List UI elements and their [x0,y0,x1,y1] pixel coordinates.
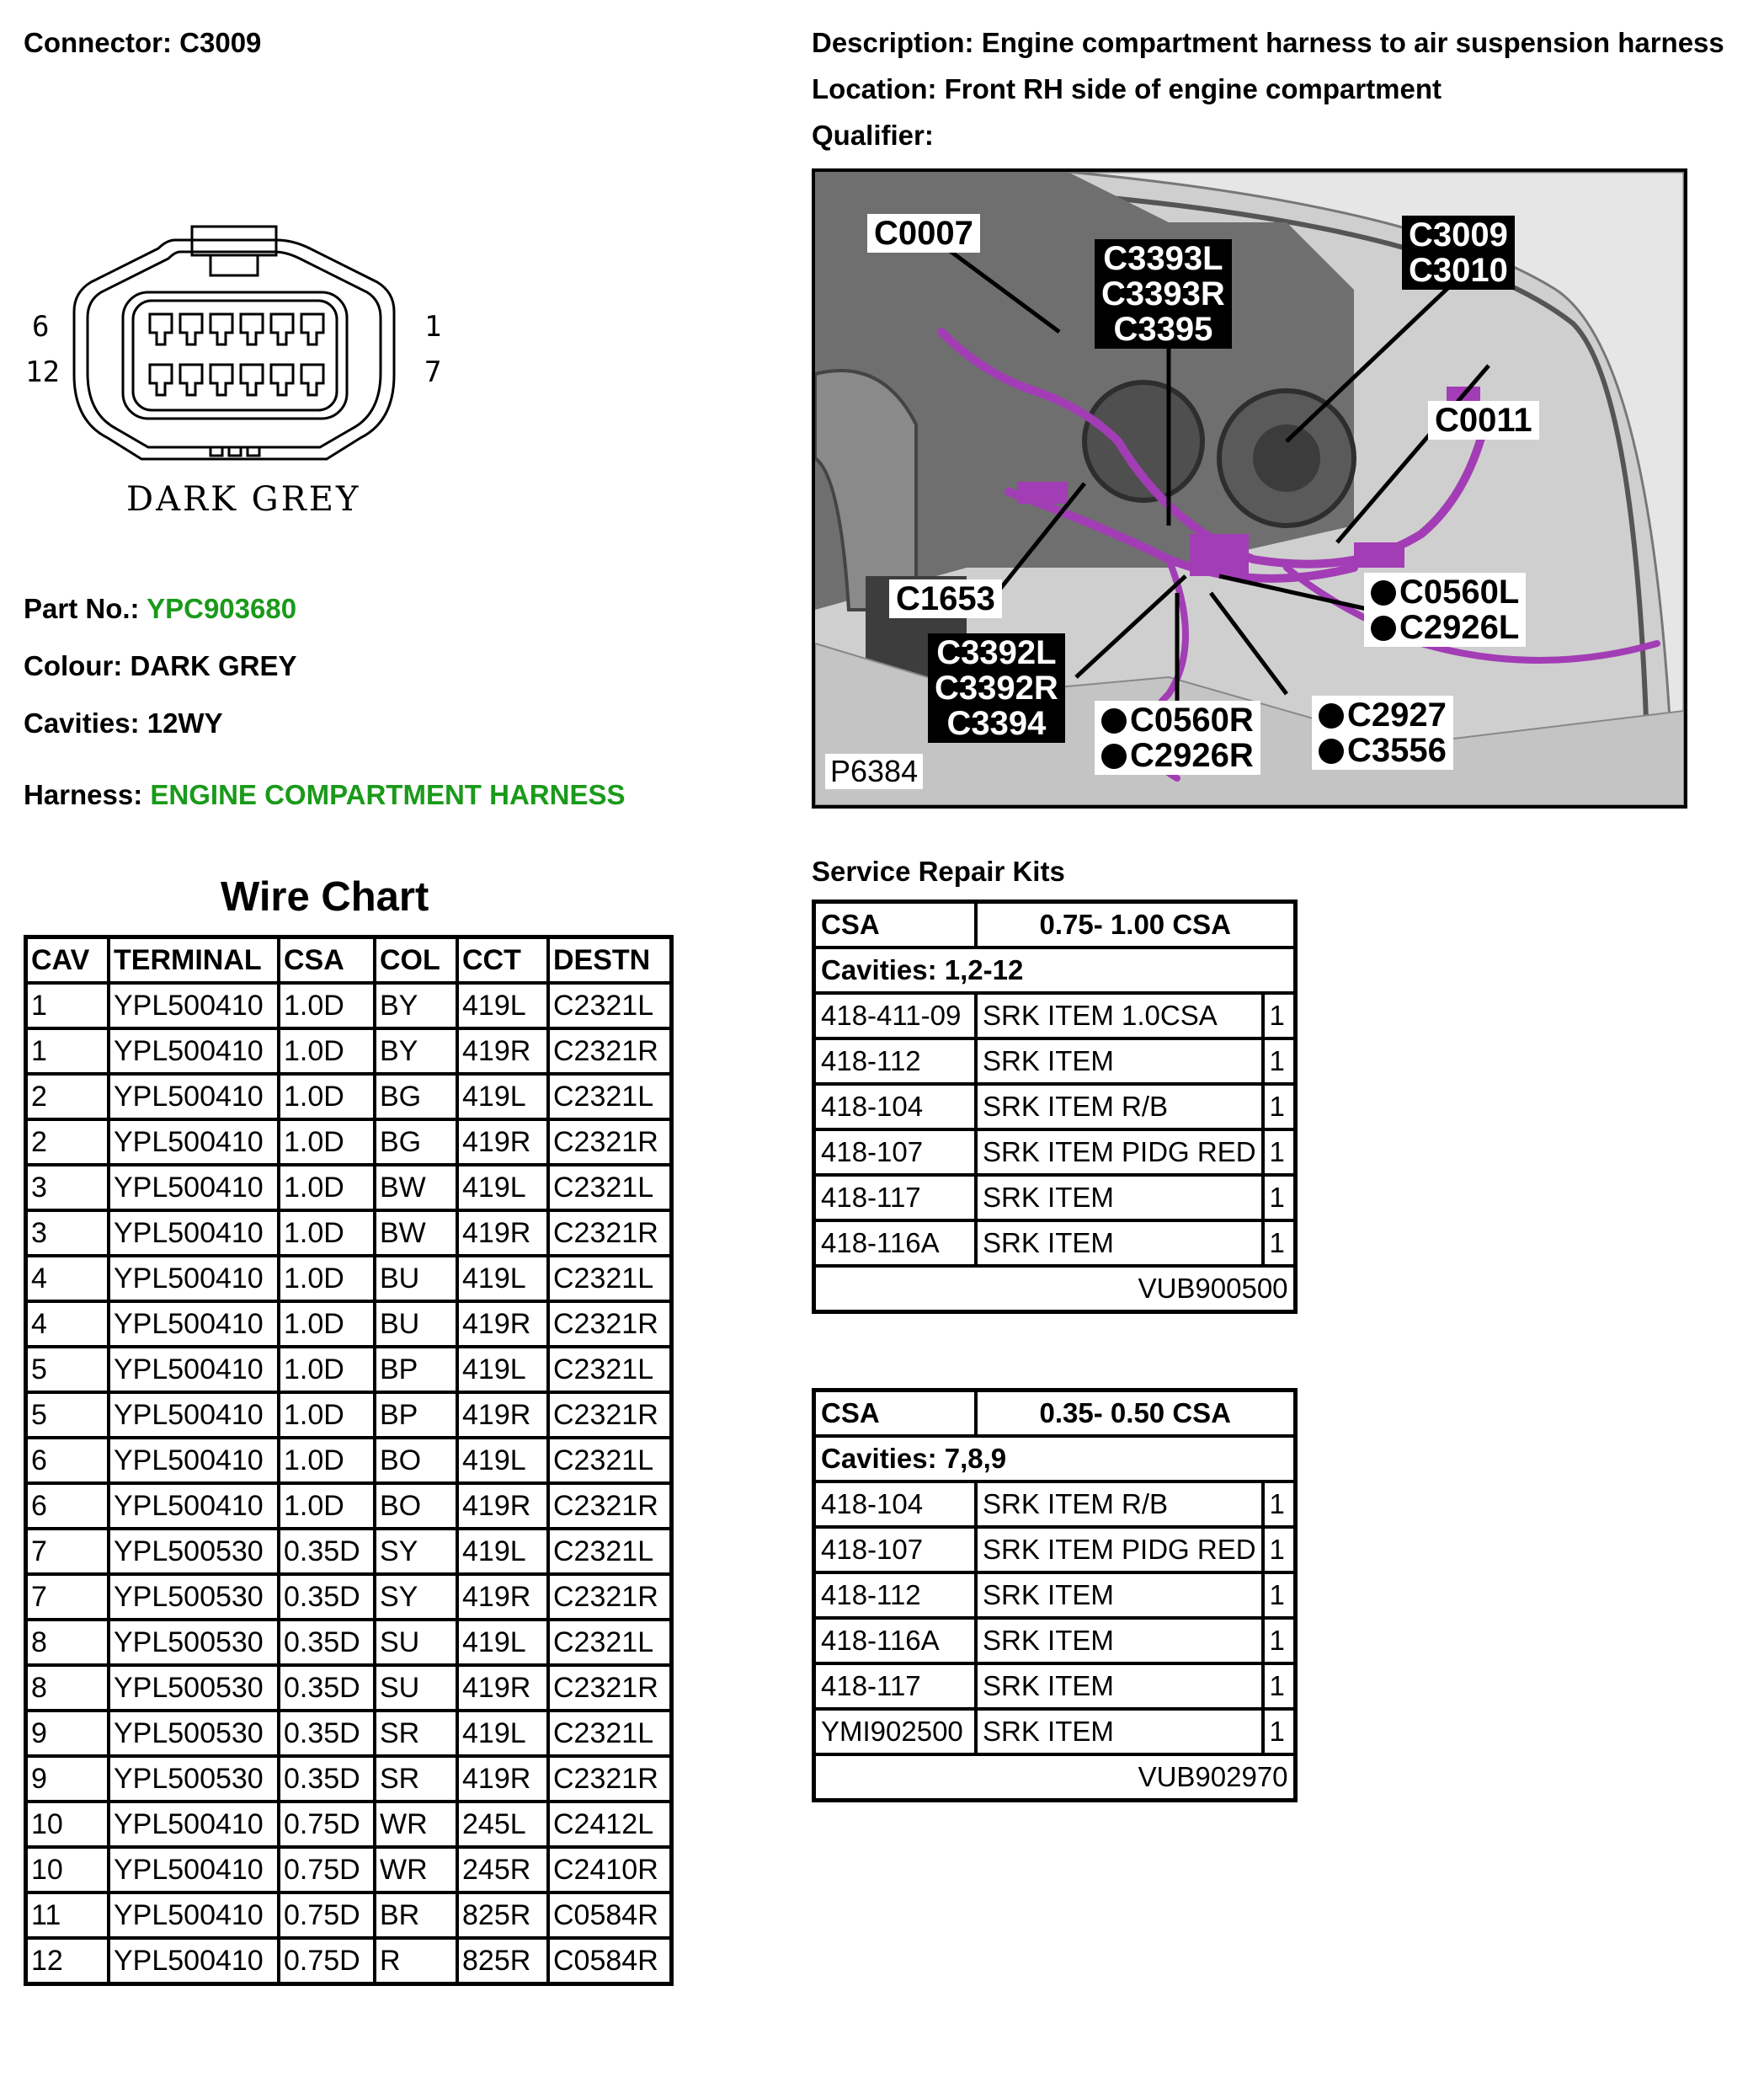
wire-chart-cell: C2412L [548,1802,672,1847]
wire-chart-cell: BY [375,1028,457,1074]
wire-chart-cell: 825R [457,1892,548,1938]
kit-csa-value: 0.75- 1.00 CSA [976,902,1295,948]
wire-chart-cell: YPL500410 [109,1119,279,1165]
wire-chart-cell: BG [375,1074,457,1119]
callout-c3009-group [1402,216,1515,290]
wire-chart-cell: 419R [457,1119,548,1165]
wire-chart-cell: 5 [26,1392,109,1438]
kit-item-part: 418-107 [814,1129,977,1175]
callout-c0560l-group [1364,573,1526,647]
wire-chart-cell: 10 [26,1802,109,1847]
connector-cavity [211,365,232,395]
wire-chart-cell: BW [375,1165,457,1210]
callout-c0011: C0011 [1428,401,1539,440]
part-no-label: Part No.: [24,593,140,624]
wire-chart-cell: 1.0D [279,1119,375,1165]
wire-chart-cell: 1.0D [279,1210,375,1256]
wire-chart-cell: YPL500410 [109,983,279,1028]
repair-kits-title: Service Repair Kits [812,856,1065,887]
kit-item-desc: SRK ITEM [976,1572,1263,1618]
wire-chart-cell: YPL500530 [109,1529,279,1574]
wire-chart-cell: BY [375,983,457,1028]
bullet-icon [1371,580,1396,606]
harness-label: Harness: [24,779,143,810]
callout-c2926r: C2926R [1130,737,1254,774]
wire-chart-cell: 419R [457,1756,548,1802]
kit-item-part: 418-117 [814,1175,977,1220]
wire-chart-cell: C0584R [548,1938,672,1984]
wire-chart-cell: BP [375,1347,457,1392]
wire-chart-header-destn: DESTN [548,937,672,984]
wire-chart-cell: BR [375,1892,457,1938]
wire-chart-cell: 1.0D [279,1392,375,1438]
kit-item-row [814,1220,1296,1266]
connector-cavity [180,314,202,344]
callout-c3395: C3395 [1113,311,1213,348]
wire-chart-cell: 2 [26,1074,109,1119]
wire-chart-cell: C2321L [548,1074,672,1119]
wire-chart-cell: C2321L [548,1529,672,1574]
wire-chart-cell: 0.35D [279,1574,375,1620]
wire-chart-header-cct: CCT [457,937,548,984]
wire-chart-cell: C2321R [548,1392,672,1438]
wire-chart-cell: 3 [26,1210,109,1256]
wire-chart-cell: C2321R [548,1028,672,1074]
connector-cavity [180,365,202,395]
wire-chart-cell: C2321R [548,1301,672,1347]
pin-label-1: 1 [424,310,442,344]
wire-chart-cell: C2321L [548,1256,672,1301]
wire-chart-row [26,1847,672,1892]
wire-chart-row [26,983,672,1028]
wire-chart-cell: 1 [26,1028,109,1074]
callout-c2926l: C2926L [1399,609,1520,646]
callout-c3394: C3394 [946,705,1047,742]
kit-item-row [814,1663,1296,1709]
wire-chart-cell: 0.35D [279,1756,375,1802]
connector-cavity [241,314,263,344]
wire-chart-cell: 7 [26,1529,109,1574]
wire-chart-cell: BW [375,1210,457,1256]
wire-chart-cell: 6 [26,1438,109,1483]
wire-chart-row [26,1438,672,1483]
connector-label: Connector: C3009 [24,27,262,58]
kit-item-desc: SRK ITEM [976,1175,1263,1220]
wire-chart-cell: YPL500410 [109,1210,279,1256]
wire-chart-cell: BO [375,1438,457,1483]
callout-c2927: C2927 [1347,697,1447,734]
wire-chart-cell: YPL500410 [109,1074,279,1119]
kit-item-row [814,1084,1296,1129]
location-label: Location: Front RH side of engine compartment [812,73,1442,104]
wire-chart-cell: 1.0D [279,983,375,1028]
wire-chart-cell: 245R [457,1847,548,1892]
wire-chart-header-csa: CSA [279,937,375,984]
kit-csa-label: CSA [814,1391,977,1437]
callout-c3392-group [928,633,1065,743]
description-label: Description: Engine compartment harness to air suspension harness [812,27,1724,58]
connector-cavity [271,314,293,344]
kit-item-qty: 1 [1263,1663,1296,1709]
kit-csa-label: CSA [814,902,977,948]
wire-chart-cell: R [375,1938,457,1984]
callout-c3556: C3556 [1347,732,1447,769]
pin-label-12: 12 [25,355,60,389]
wire-chart-cell: YPL500530 [109,1665,279,1711]
wire-chart-cell: 419R [457,1028,548,1074]
kit-item-desc: SRK ITEM [976,1220,1263,1266]
wire-chart-cell: C2321R [548,1119,672,1165]
kit-item-desc: SRK ITEM [976,1618,1263,1663]
wire-chart-cell: 12 [26,1938,109,1984]
wire-chart-cell: 10 [26,1847,109,1892]
wire-chart-cell: 8 [26,1665,109,1711]
wire-chart-title: Wire Chart [221,874,429,920]
wire-chart-cell: SY [375,1529,457,1574]
wire-chart-cell: BP [375,1392,457,1438]
kit-item-qty: 1 [1263,1129,1296,1175]
wire-chart-cell: 419R [457,1301,548,1347]
wire-chart-cell: 7 [26,1574,109,1620]
kit-item-part: 418-116A [814,1220,977,1266]
callout-c0007: C0007 [867,214,980,253]
wire-chart-cell: C2321L [548,983,672,1028]
wire-chart-cell: 419L [457,1165,548,1210]
wire-chart-cell: YPL500530 [109,1711,279,1756]
kit-item-desc: SRK ITEM [976,1038,1263,1084]
kit-item-desc: SRK ITEM PIDG RED [976,1527,1263,1572]
wire-chart-cell: YPL500410 [109,1483,279,1529]
wire-chart-cell: 419R [457,1574,548,1620]
harness-row [24,779,625,811]
harness-link[interactable]: ENGINE COMPARTMENT HARNESS [150,779,626,810]
wire-chart-cell: SU [375,1620,457,1665]
bullet-icon [1101,708,1127,734]
wire-chart-cell: 245L [457,1802,548,1847]
wire-chart-row [26,1665,672,1711]
part-no-row [24,593,296,625]
wire-chart-cell: 4 [26,1301,109,1347]
wire-chart-cell: 5 [26,1347,109,1392]
wire-chart-row [26,1483,672,1529]
photo-ref: P6384 [825,754,923,789]
wire-chart-cell: YPL500410 [109,1802,279,1847]
wire-chart-cell: YPL500410 [109,1438,279,1483]
wire-chart-row [26,1756,672,1802]
kit-item-part: 418-104 [814,1481,977,1527]
wire-chart-cell: 1.0D [279,1028,375,1074]
kit-item-part: YMI902500 [814,1709,977,1754]
kit-item-row [814,1618,1296,1663]
wire-chart-cell: 1.0D [279,1074,375,1119]
wire-chart-header-cav: CAV [26,937,109,984]
wire-chart-row [26,1074,672,1119]
wire-chart-cell: BU [375,1301,457,1347]
wire-chart-cell: 825R [457,1938,548,1984]
wire-chart-cell: 1.0D [279,1483,375,1529]
kit-item-row [814,993,1296,1038]
wire-chart-cell: C0584R [548,1892,672,1938]
wire-chart-cell: WR [375,1847,457,1892]
wire-chart-row [26,1301,672,1347]
wire-chart-row [26,1529,672,1574]
connector-cavity [301,314,323,344]
wire-chart-cell: 0.75D [279,1802,375,1847]
wire-chart-cell: 419L [457,1074,548,1119]
wire-chart-cell: SR [375,1756,457,1802]
wire-chart-cell: SU [375,1665,457,1711]
kit-item-part: 418-104 [814,1084,977,1129]
kit-item-qty: 1 [1263,1572,1296,1618]
wire-chart-cell: YPL500410 [109,1847,279,1892]
wire-chart-cell: YPL500410 [109,1938,279,1984]
wire-chart-cell: 11 [26,1892,109,1938]
kit-item-qty: 1 [1263,1038,1296,1084]
wire-chart-cell: 0.75D [279,1892,375,1938]
connector-cavity [301,365,323,395]
bullet-icon [1319,703,1344,729]
part-no-link[interactable]: YPC903680 [147,593,297,624]
wire-chart-row [26,1165,672,1210]
callout-c3393-group [1095,239,1232,349]
connector-cavity [271,365,293,395]
kit-item-qty: 1 [1263,1084,1296,1129]
wire-chart-row [26,1802,672,1847]
colour-text: Colour: DARK GREY [24,650,297,681]
wire-chart-row [26,1574,672,1620]
kit-item-qty: 1 [1263,1709,1296,1754]
wire-chart-cell: YPL500410 [109,1892,279,1938]
callout-c0560r-group [1095,701,1260,775]
wire-chart-cell: 0.75D [279,1938,375,1984]
wire-chart-cell: 1.0D [279,1165,375,1210]
wire-chart-cell: C2321R [548,1210,672,1256]
wire-chart-cell: 419R [457,1210,548,1256]
wire-chart-cell: YPL500410 [109,1392,279,1438]
wire-chart-row [26,1210,672,1256]
wire-chart-row [26,1938,672,1984]
wire-chart-cell: 419R [457,1483,548,1529]
wire-chart-cell: 419R [457,1392,548,1438]
callout-c3393r: C3393R [1101,275,1225,312]
kit-item-desc: SRK ITEM R/B [976,1481,1263,1527]
wire-chart-cell: 1.0D [279,1347,375,1392]
wire-chart-cell: 419L [457,1711,548,1756]
wire-chart-cell: BU [375,1256,457,1301]
wire-chart-cell: YPL500530 [109,1574,279,1620]
wire-chart-cell: 3 [26,1165,109,1210]
wire-chart-cell: 1.0D [279,1301,375,1347]
wire-chart-cell: BG [375,1119,457,1165]
pin-label-7: 7 [424,355,442,389]
kit-item-desc: SRK ITEM PIDG RED [976,1129,1263,1175]
wire-chart-cell: 1 [26,983,109,1028]
callout-c2927-group [1312,696,1453,770]
connector-cavity [241,365,263,395]
wire-chart-cell: 0.35D [279,1620,375,1665]
wire-chart-row [26,1028,672,1074]
kit-item-qty: 1 [1263,993,1296,1038]
kit-number: VUB902970 [814,1754,1296,1801]
wire-chart-cell: BO [375,1483,457,1529]
wire-chart-cell: C2321R [548,1665,672,1711]
wire-chart-cell: 0.35D [279,1665,375,1711]
kit-number: VUB900500 [814,1266,1296,1312]
kit-item-part: 418-411-09 [814,993,977,1038]
kit-item-qty: 1 [1263,1527,1296,1572]
kit-item-row [814,1175,1296,1220]
wire-chart-row [26,1892,672,1938]
wire-chart-header-col: COL [375,937,457,984]
kit-item-desc: SRK ITEM 1.0CSA [976,993,1263,1038]
wire-chart-table [24,935,674,1986]
kit-item-part: 418-112 [814,1038,977,1084]
wire-chart-cell: 0.35D [279,1711,375,1756]
bullet-icon [1101,744,1127,769]
wire-chart-cell: C2321L [548,1711,672,1756]
repair-kit-table [812,900,1298,1314]
callout-c0560r: C0560R [1130,702,1254,739]
callout-c3393l: C3393L [1103,240,1223,277]
wire-chart-row [26,1620,672,1665]
wire-chart-cell: YPL500410 [109,1256,279,1301]
wire-chart-cell: 419L [457,1438,548,1483]
wire-chart-row [26,1256,672,1301]
connector-cavity [211,314,232,344]
qualifier-label: Qualifier: [812,120,934,151]
cavities-text: Cavities: 12WY [24,707,223,739]
bullet-icon [1319,739,1344,764]
wire-chart-cell: C2321R [548,1483,672,1529]
connector-cavity [150,365,172,395]
wire-chart-cell: 0.35D [279,1529,375,1574]
wire-chart-header-terminal: TERMINAL [109,937,279,984]
wire-chart-cell: C2321L [548,1165,672,1210]
callout-c0560l: C0560L [1399,574,1520,611]
wire-chart-cell: SR [375,1711,457,1756]
wire-chart-cell: YPL500410 [109,1301,279,1347]
wire-chart-row [26,1347,672,1392]
kit-item-row [814,1038,1296,1084]
kit-item-qty: 1 [1263,1618,1296,1663]
kit-item-row [814,1481,1296,1527]
wire-chart-cell: 419L [457,1256,548,1301]
kit-item-qty: 1 [1263,1220,1296,1266]
wire-chart-cell: 2 [26,1119,109,1165]
wire-chart-cell: 9 [26,1711,109,1756]
callout-c1653: C1653 [889,579,1002,618]
kit-item-qty: 1 [1263,1481,1296,1527]
kit-item-qty: 1 [1263,1175,1296,1220]
wire-chart-cell: 4 [26,1256,109,1301]
wire-chart-cell: SY [375,1574,457,1620]
kit-item-row [814,1709,1296,1754]
callout-c3392l: C3392L [936,634,1057,671]
kit-cavities: Cavities: 7,8,9 [814,1436,1296,1481]
kit-item-row [814,1572,1296,1618]
wire-chart-cell: 419L [457,1347,548,1392]
wire-chart-cell: YPL500410 [109,1165,279,1210]
kit-item-row [814,1129,1296,1175]
wire-chart-cell: YPL500410 [109,1347,279,1392]
wire-chart-cell: 6 [26,1483,109,1529]
wire-chart-row [26,1392,672,1438]
kit-item-part: 418-117 [814,1663,977,1709]
wire-chart-cell: 1.0D [279,1438,375,1483]
wire-chart-cell: 0.75D [279,1847,375,1892]
callout-c3392r: C3392R [935,670,1058,707]
callout-c3009: C3009 [1409,216,1508,254]
wire-chart-cell: YPL500410 [109,1028,279,1074]
kit-cavities: Cavities: 1,2-12 [814,948,1296,993]
wire-chart-cell: 8 [26,1620,109,1665]
wire-chart-cell: C2321L [548,1347,672,1392]
pin-label-6: 6 [32,310,50,344]
wire-chart-cell: 419L [457,1620,548,1665]
wire-chart-cell: C2410R [548,1847,672,1892]
kit-item-part: 418-116A [814,1618,977,1663]
wire-chart-cell: WR [375,1802,457,1847]
wire-chart-cell: 419R [457,1665,548,1711]
wire-chart-row [26,1711,672,1756]
bullet-icon [1371,616,1396,641]
connector-cavity [150,314,172,344]
wire-chart-cell: 1.0D [279,1256,375,1301]
callout-c3010: C3010 [1409,252,1508,289]
wire-chart-cell: YPL500530 [109,1756,279,1802]
wire-chart-row [26,1119,672,1165]
kit-item-desc: SRK ITEM [976,1663,1263,1709]
kit-item-desc: SRK ITEM R/B [976,1084,1263,1129]
wire-chart-cell: YPL500530 [109,1620,279,1665]
kit-item-part: 418-107 [814,1527,977,1572]
wire-chart-cell: 419L [457,983,548,1028]
wire-chart-cell: C2321R [548,1756,672,1802]
wire-chart-cell: 9 [26,1756,109,1802]
kit-csa-value: 0.35- 0.50 CSA [976,1391,1295,1437]
kit-item-desc: SRK ITEM [976,1709,1263,1754]
wire-chart-cell: C2321L [548,1438,672,1483]
kit-item-row [814,1527,1296,1572]
wire-chart-cell: C2321L [548,1620,672,1665]
wire-chart-cell: 419L [457,1529,548,1574]
wire-chart-cell: C2321R [548,1574,672,1620]
connector-colour-caption: DARK GREY [126,480,361,519]
repair-kit-table [812,1388,1298,1802]
kit-item-part: 418-112 [814,1572,977,1618]
